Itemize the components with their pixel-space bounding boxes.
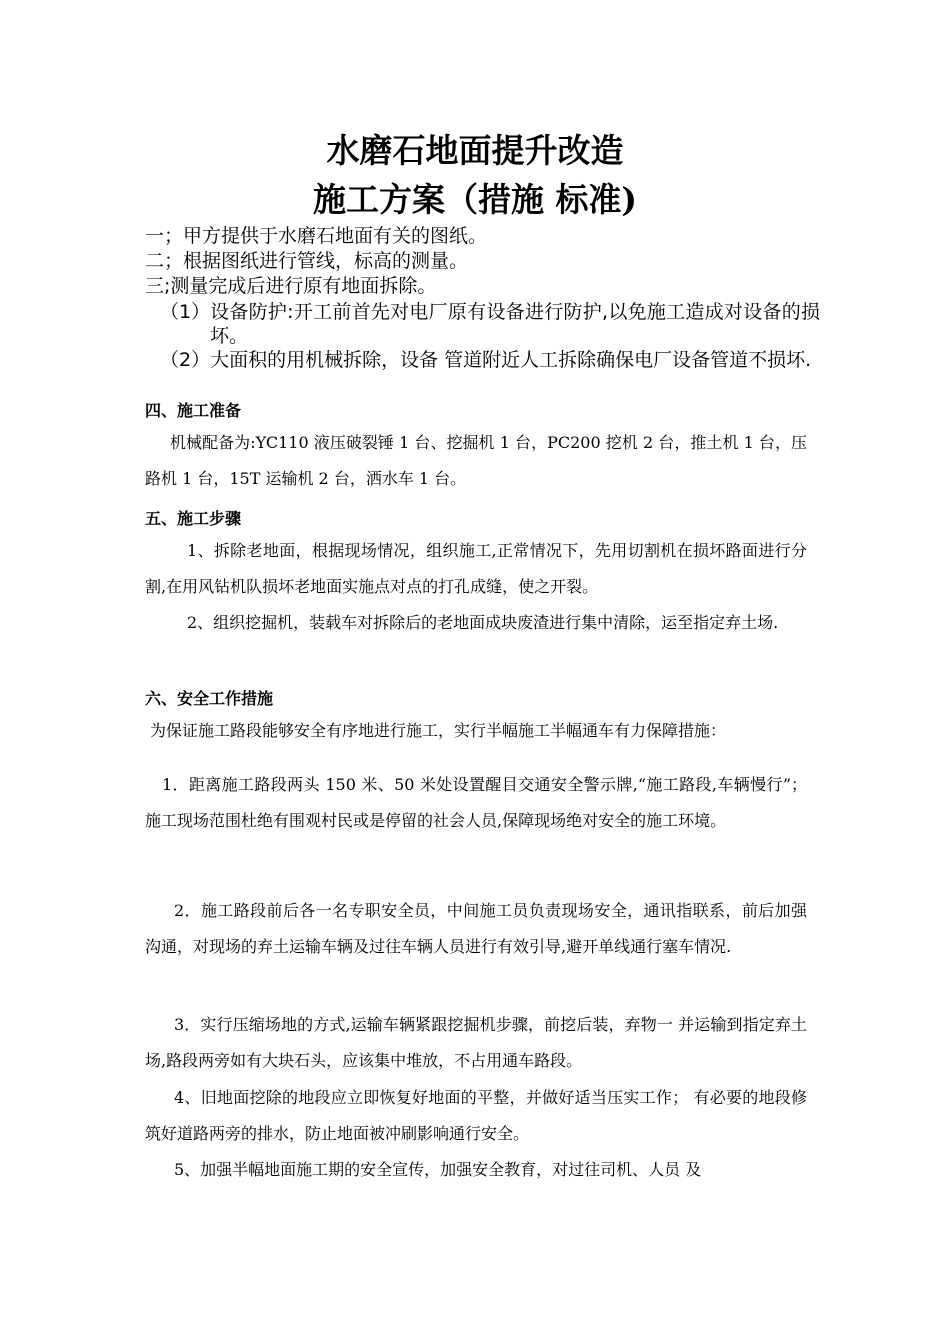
safety-paragraph-5: 5、加强半幅地面施工期的安全宣传，加强安全教育，对过往司机、人员 及 [174, 1160, 702, 1179]
safety-paragraph-4: 4、旧地面挖除的地段应立即恢复好地面的平整，并做好适当压实工作； 有必要的地段修筑好道路两旁的排水，防止地面被冲刷影响通行安全。 [145, 1088, 807, 1143]
intro-item-3: 三;测量完成后进行原有地面拆除。 [145, 275, 437, 297]
sub-item-text: 设备防护:开工前首先对电厂原有设备进行防护,以免施工造成对设备的损坏。 [210, 301, 820, 347]
sub-item-2 [160, 348, 820, 372]
intro-item-2: 二；根据图纸进行管线，标高的测量。 [145, 250, 469, 272]
prep-paragraph: 机械配备为:YC110 液压破裂锤 1 台、挖掘机 1 台，PC200 挖机 2 台，推土机 1 台，压路机 1 台，15T 运输机 2 台，洒水车 1 台。 [145, 433, 807, 488]
sub-item-1 [160, 300, 820, 348]
sub-item-text: 大面积的用机械拆除，设备 管道附近人工拆除确保电厂设备管道不损坏. [210, 349, 812, 371]
safety-intro-paragraph: 为保证施工路段能够安全有序地进行施工，实行半幅施工半幅通车有力保障措施： [150, 721, 727, 740]
document-subtitle: 施工方案（措施 标准) [312, 180, 638, 219]
section-heading-safety: 六、安全工作措施 [145, 689, 274, 708]
document-title: 水磨石地面提升改造 [326, 131, 624, 170]
step-paragraph-2: 2、组织挖掘机，装载车对拆除后的老地面成块废渣进行集中清除，运至指定弃土场. [187, 613, 779, 632]
step-paragraph-1: 1、拆除老地面，根据现场情况，组织施工,正常情况下，先用切割机在损坏路面进行分割,在用风钻机队损坏老地面实施点对点的打孔成缝，使之开裂。 [145, 541, 807, 596]
intro-item-1: 一；甲方提供于水磨石地面有关的图纸。 [145, 225, 488, 247]
safety-paragraph-3: 3．实行压缩场地的方式,运输车辆紧跟挖掘机步骤，前挖后装，弃物一 并运输到指定弃土场,路段两旁如有大块石头，应该集中堆放，不占用通车路段。 [145, 1015, 807, 1070]
safety-paragraph-1: 1．距离施工路段两头 150 米、50 米处设置醒目交通安全警示牌,“施工路段,车辆慢行”；施工现场范围杜绝有围观村民或是停留的社会人员,保障现场绝对安全的施工环境。 [145, 775, 807, 830]
section-heading-prep: 四、施工准备 [145, 401, 242, 420]
section-heading-steps: 五、施工步骤 [145, 509, 242, 528]
sub-item-number: （2） [160, 349, 211, 371]
sub-item-number: （1） [160, 301, 211, 323]
safety-paragraph-2: 2．施工路段前后各一名专职安全员，中间施工员负责现场安全，通讯指联系，前后加强沟通，对现场的弃土运输车辆及过往车辆人员进行有效引导,避开单线通行塞车情况. [145, 901, 807, 956]
